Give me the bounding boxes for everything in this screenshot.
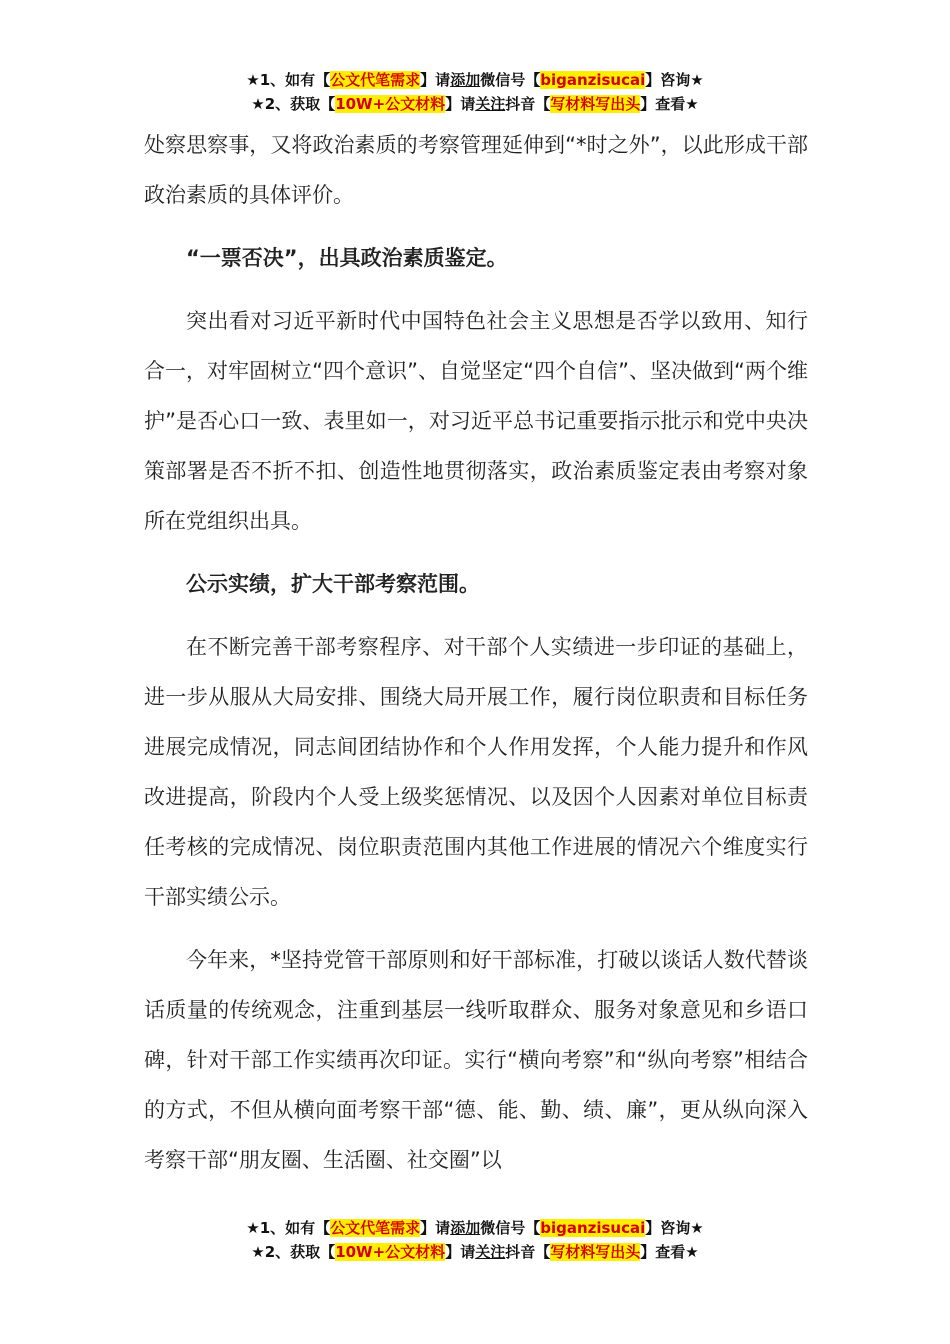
section-heading-veto: “一票否决”，出具政治素质鉴定。 <box>186 246 508 270</box>
paragraph-political-quality: 突出看对习近平新时代中国特色社会主义思想是否学以致用、知行合一，对牢固树立“四个意识”、自觉坚定“四个自信”、坚决做到“两个维护”是否心口一致、表里如一，对习近平总书记重要指示批示和党中央决策部署是否不折不扣、创造性地贯彻落实，政治素质鉴定表由考察对象所在党组织出具。 <box>144 309 808 533</box>
banner-line-1: ★1、如有【公文代笔需求】请添加微信号【biganzisucai】咨询★ <box>246 71 704 89</box>
footer-line-2: ★2、获取【10W+公文材料】请关注抖音【写材料写出头】查看★ <box>251 1243 699 1261</box>
header-banner <box>0 68 950 116</box>
paragraph-this-year: 今年来，*坚持党管干部原则和好干部标准，打破以谈话人数代替谈话质量的传统观念，注重到基层一线听取群众、服务对象意见和乡语口碑，针对干部工作实绩再次印证。实行“横向考察”和“纵向考察”相结合的方式，不但从横向面考察干部“德、能、勤、绩、廉”，更从纵向深入考察干部“朋友圈、生活圈、社交圈”以 <box>144 948 808 1172</box>
document-body <box>144 120 808 1185</box>
section-heading-publicity: 公示实绩，扩大干部考察范围。 <box>186 572 480 596</box>
banner-line-2: ★2、获取【10W+公文材料】请关注抖音【写材料写出头】查看★ <box>251 95 699 113</box>
paragraph-continuation: 处察思察事，又将政治素质的考察管理延伸到“*时之外”，以此形成干部政治素质的具体评价。 <box>144 133 808 207</box>
footer-banner <box>0 1216 950 1264</box>
footer-line-1: ★1、如有【公文代笔需求】请添加微信号【biganzisucai】咨询★ <box>246 1219 704 1237</box>
paragraph-performance: 在不断完善干部考察程序、对干部个人实绩进一步印证的基础上，进一步从服从大局安排、围绕大局开展工作，履行岗位职责和目标任务进展完成情况，同志间团结协作和个人作用发挥，个人能力提升和作风改进提高，阶段内个人受上级奖惩情况、以及因个人因素对单位目标责任考核的完成情况、岗位职责范围内其他工作进展的情况六个维度实行干部实绩公示。 <box>144 635 808 909</box>
